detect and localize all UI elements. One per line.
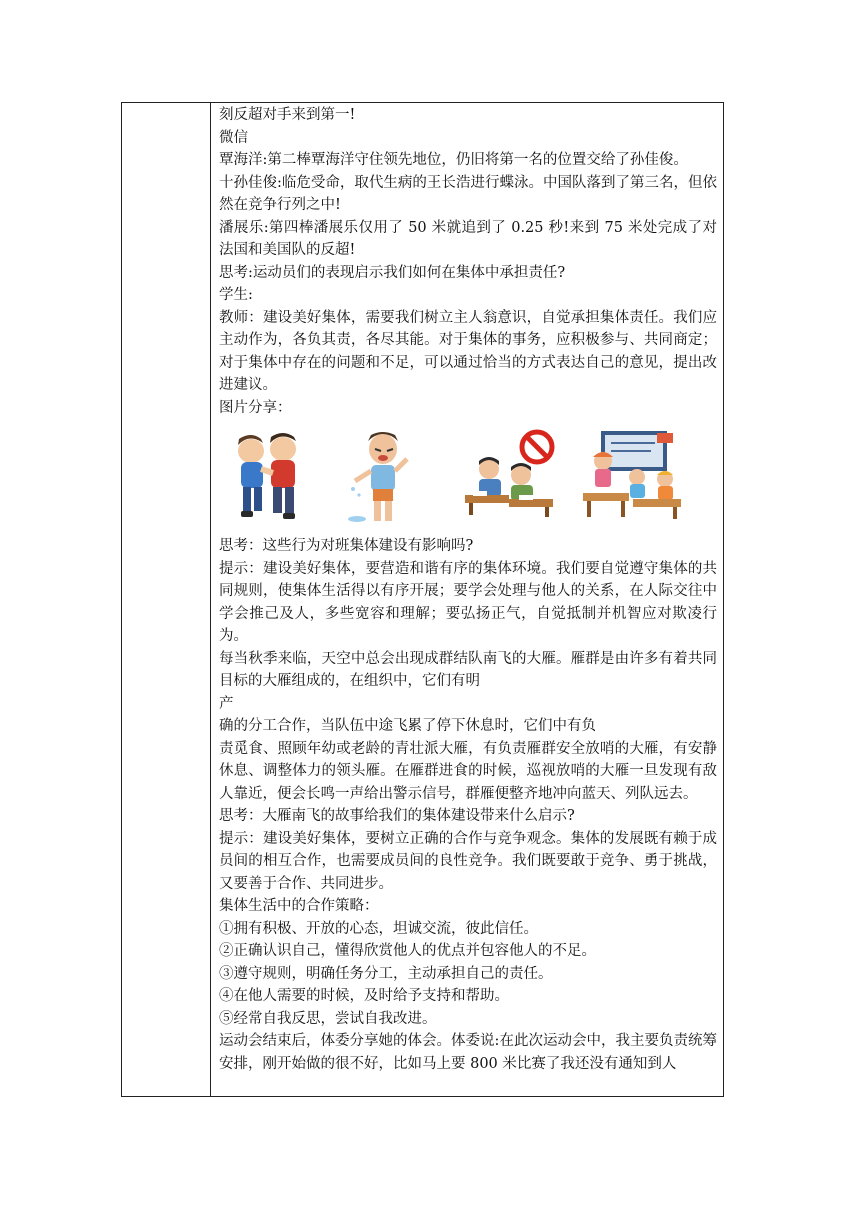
text-line: 思考：大雁南飞的故事给我们的集体建设带来什么启示? bbox=[219, 808, 575, 824]
text-line: 每当秋季来临，天空中总会出现成群结队南飞的大雁。雁群是由许多有着共同目标的大雁组成的，在组织中，它们有明 bbox=[219, 650, 717, 689]
text-line: 十孙佳俊:临危受命，取代生病的王长浩进行蝶泳。中国队落到了第三名，但依然在竞争行列之中! bbox=[219, 174, 717, 213]
text-line: ④在他人需要的时候，及时给予支持和帮助。 bbox=[219, 988, 509, 1004]
text-line: 提示：建设美好集体，要营造和谐有序的集体环境。我们要自觉遵守集体的共同规则，使集体生活得以有序开展；要学会处理与他人的关系，在人际交往中学会推己及人，多些宽容和理解；要弘扬正气，自觉抵制并机智应对欺凌行为。 bbox=[219, 560, 717, 644]
text-line: 责觅食、照顾年幼或老龄的青壮派大雁，有负责雁群安全放哨的大雁，有安静休息、调整体力的领头雁。在雁群进食的时候，巡视放哨的大雁一旦发现有敌人靠近，便会长鸣一声给出警示信号，群雁便整齐地冲向蓝天、列队远去。 bbox=[219, 740, 717, 802]
text-line: 集体生活中的合作策略： bbox=[219, 898, 379, 914]
text-line: 图片分享： bbox=[219, 399, 292, 416]
crying-boy-image bbox=[347, 429, 421, 527]
text-line: 思考:运动员们的表现启示我们如何在集体中承担责任? bbox=[219, 264, 566, 281]
text-line: 覃海洋:第二棒覃海洋守住领先地位，仍旧将第一名的位置交给了孙佳俊。 bbox=[219, 152, 688, 168]
text-line: 确的分工合作，当队伍中途飞累了停下休息时，它们中有负 bbox=[219, 718, 596, 734]
text-line: ⑤经常自我反思，尝试自我改进。 bbox=[219, 1010, 437, 1027]
text-line: ③遵守规则，明确任务分工，主动承担自己的责任。 bbox=[219, 965, 553, 982]
text-line: 微信 bbox=[219, 129, 248, 146]
text-line: 运动会结束后，体委分享她的体会。体委说:在此次运动会中，我主要负责统筹安排，刚开始做的很不好，比如马上要 800 米比赛了我还没有通知到人 bbox=[219, 1033, 717, 1072]
text-line: ②正确认识自己，懂得欣赏他人的优点并包容他人的不足。 bbox=[219, 943, 596, 959]
left-column-cell bbox=[122, 103, 211, 1096]
text-line: 教师：建设美好集体，需要我们树立主人翁意识，自觉承担集体责任。我们应主动作为，各负其责，各尽其能。对于集体的事务，应积极参与、共同商定；对于集体中存在的问题和不足，可以通过恰当的方式表达自己的意见，提出改进建议。 bbox=[219, 309, 717, 393]
two-boys-fighting-image bbox=[221, 429, 313, 521]
text-line: 提示：建设美好集体，要树立正确的合作与竞争观念。集体的发展既有赖于成员间的相互合作，也需要成员间的良性竞争。我们既要敢于竞争、勇于挑战，又要善于合作、共同进步。 bbox=[219, 830, 717, 892]
text-line: 思考：这些行为对班集体建设有影响吗? bbox=[219, 538, 474, 554]
lesson-table bbox=[121, 102, 724, 1097]
text-line: 学生: bbox=[219, 287, 253, 303]
text-line: 产 bbox=[219, 695, 234, 712]
text-line: 潘展乐:第四棒潘展乐仅用了 50 米就追到了 0.25 秒!来到 75 米处完成了对法国和美国队的反超! bbox=[219, 219, 717, 258]
content-cell bbox=[219, 104, 717, 1075]
text-line: 刻反超对手来到第一! bbox=[219, 107, 356, 123]
text-line: ①拥有积极、开放的心态，坦诚交流，彼此信任。 bbox=[219, 920, 538, 937]
messy-classroom-image bbox=[581, 429, 685, 521]
illustration-row bbox=[219, 419, 717, 535]
no-cheating-image bbox=[459, 429, 559, 517]
